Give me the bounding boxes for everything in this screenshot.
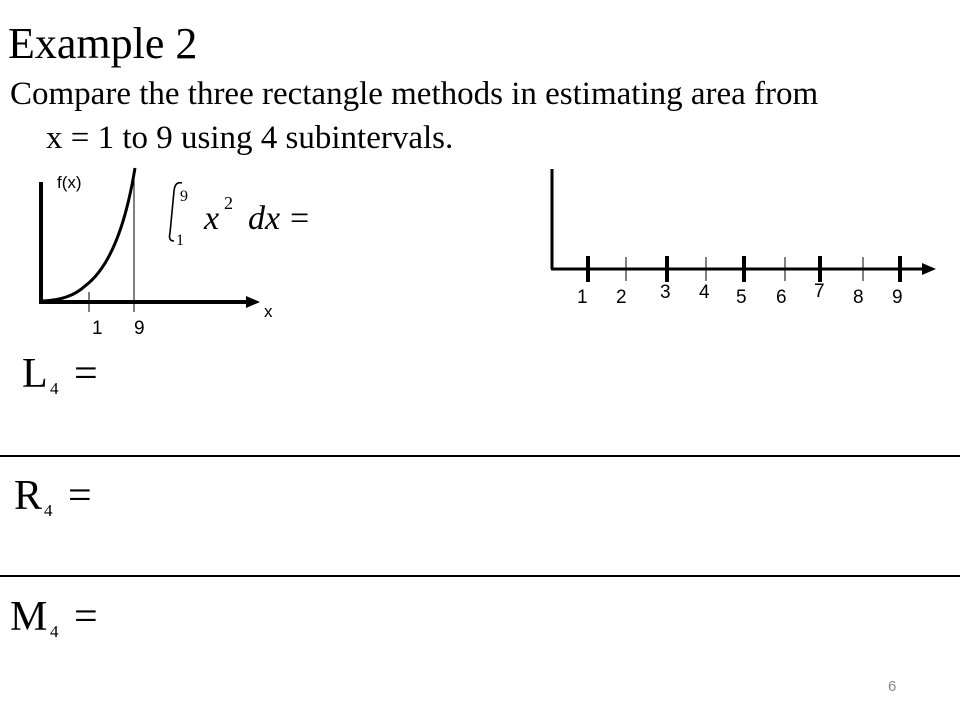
integral-upper-limit: 9 <box>180 188 188 205</box>
y-axis-label: f(x) <box>57 173 82 192</box>
number-line-arrow-icon <box>922 263 936 275</box>
differential: dx <box>248 200 281 237</box>
left-sum-equals: = <box>74 351 98 397</box>
left-sum-letter: L <box>22 351 48 397</box>
integrand-exponent: 2 <box>224 193 233 213</box>
number-label-4: 4 <box>699 282 710 303</box>
divider-top <box>0 455 960 457</box>
right-sum-equals: = <box>68 473 92 519</box>
integrand-base: x <box>204 200 220 237</box>
divider-bottom <box>0 575 960 577</box>
number-label-3: 3 <box>660 282 671 303</box>
tick-label-1: 1 <box>92 318 103 339</box>
right-sum-subscript: 4 <box>44 501 53 520</box>
left-sum-subscript: 4 <box>50 379 59 398</box>
number-line <box>540 165 940 315</box>
left-sum-label <box>0 345 200 405</box>
right-sum-label <box>0 467 200 527</box>
midpoint-sum-letter: M <box>10 594 48 640</box>
number-label-7: 7 <box>814 281 825 302</box>
page-number: 6 <box>888 678 897 695</box>
slide-title: Example 2 <box>8 19 198 68</box>
tick-label-9: 9 <box>134 318 145 339</box>
prompt-line-2: x = 1 to 9 using 4 subintervals. <box>46 120 454 156</box>
number-label-1: 1 <box>577 287 588 308</box>
number-label-9: 9 <box>892 287 903 308</box>
right-sum-letter: R <box>14 473 43 519</box>
number-label-8: 8 <box>853 287 864 308</box>
integral-equals: = <box>290 200 310 237</box>
number-label-6: 6 <box>776 287 787 308</box>
midpoint-sum-label <box>0 588 200 648</box>
x-axis-arrow-icon <box>246 296 260 308</box>
integral-lower-limit: 1 <box>176 232 184 249</box>
midpoint-sum-subscript: 4 <box>50 622 59 641</box>
number-label-2: 2 <box>616 287 627 308</box>
prompt-line-1: Compare the three rectangle methods in estimating area from <box>10 76 819 112</box>
number-label-5: 5 <box>736 287 747 308</box>
x-axis-label: x <box>264 302 273 321</box>
integral-expression <box>160 175 330 255</box>
midpoint-sum-equals: = <box>74 594 98 640</box>
